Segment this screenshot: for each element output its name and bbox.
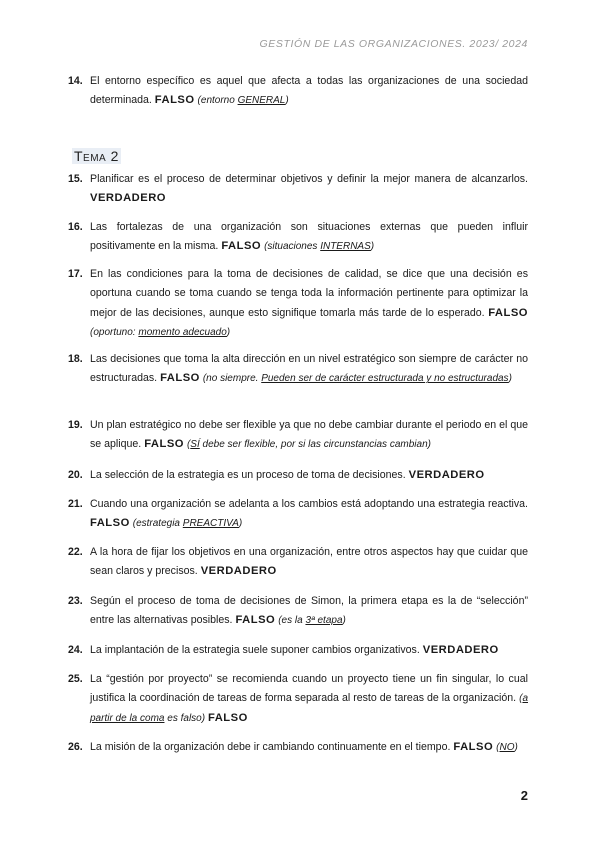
question-26 xyxy=(68,738,528,757)
question-15 xyxy=(68,170,528,209)
answer-label: FALSO xyxy=(221,240,262,253)
question-16 xyxy=(68,218,528,257)
question-20 xyxy=(68,466,528,485)
question-text: La implantación de la estrategia suele suponer cambios organizativos. xyxy=(90,644,420,656)
answer-note: (entorno GENERAL) xyxy=(197,95,289,107)
question-text: Cuando una organización se adelanta a los cambios está adoptando una estrategia reactiva. xyxy=(90,498,528,510)
question-number: 19. xyxy=(68,419,83,431)
answer-label: FALSO xyxy=(208,711,248,724)
answer-label: FALSO xyxy=(90,517,130,530)
answer-label: VERDADERO xyxy=(200,565,277,578)
question-18 xyxy=(68,350,528,389)
question-text: A la hora de fijar los objetivos en una organización, entre otros aspectos hay que cuidar que sean claros y precisos. xyxy=(90,546,528,578)
question-number: 18. xyxy=(68,353,83,365)
question-number: 23. xyxy=(68,595,83,607)
question-text: Las fortalezas de una organización son situaciones externas que pueden influir positivamente en la misma. xyxy=(90,221,528,253)
answer-label: FALSO xyxy=(144,438,184,451)
answer-label: FALSO xyxy=(154,94,195,107)
section-title: Tema 2 xyxy=(74,148,119,164)
question-number: 14. xyxy=(68,75,83,87)
answer-note: (NO) xyxy=(496,742,518,753)
question-text: La misión de la organización debe ir cambiando continuamente en el tiempo. xyxy=(90,741,451,753)
answer-note: (no siempre. Pueden ser de carácter estructurada y no estructuradas) xyxy=(202,373,512,385)
question-text: El entorno específico es aquel que afecta a todas las organizaciones de una sociedad determinada. xyxy=(90,75,528,107)
question-text: La selección de la estrategia es un proceso de toma de decisiones. xyxy=(90,469,406,481)
question-number: 16. xyxy=(68,221,83,233)
question-text: Según el proceso de toma de decisiones de Simon, la primera etapa es la de “selección” entre las alternativas posibles. xyxy=(90,595,528,627)
question-text: Planificar es el proceso de determinar objetivos y definir la mejor manera de alcanzarlos. xyxy=(90,173,528,185)
answer-note: (situaciones INTERNAS) xyxy=(264,241,375,253)
question-21 xyxy=(68,495,528,534)
answer-note: (es la 3ª etapa) xyxy=(278,615,346,627)
question-23 xyxy=(68,592,528,631)
question-number: 26. xyxy=(68,741,83,753)
answer-note: (a partir de la coma es falso) xyxy=(90,693,528,724)
question-22 xyxy=(68,543,528,582)
question-number: 20. xyxy=(68,469,83,481)
answer-note: (oportuno: momento adecuado) xyxy=(90,327,231,339)
answer-note: (estrategia PREACTIVA) xyxy=(132,518,243,530)
question-number: 24. xyxy=(68,644,83,656)
answer-label: VERDADERO xyxy=(408,469,485,481)
question-text: La “gestión por proyecto” se recomienda cuando un proyecto tiene un fin singular, lo cual justifica la coordinación de tareas de forma separada al resto de tareas de la organización. xyxy=(90,673,528,705)
question-17 xyxy=(68,265,528,343)
question-number: 25. xyxy=(68,673,83,685)
question-text: En las condiciones para la toma de decisiones de calidad, se dice que una decisión es oportuna cuando se toma cuando se tenga toda la información pertinente para optimizar la mejor de las decisiones, aunque esto signifique tomarla más tarde de lo esperado. xyxy=(90,268,528,319)
question-25 xyxy=(68,670,528,728)
running-header: GESTIÓN DE LAS ORGANIZACIONES. 2023/ 2024 xyxy=(259,38,528,50)
answer-label: VERDADERO xyxy=(422,644,499,656)
answer-label: FALSO xyxy=(160,372,200,385)
question-number: 22. xyxy=(68,546,83,558)
question-number: 21. xyxy=(68,498,83,510)
question-number: 15. xyxy=(68,173,83,185)
question-19 xyxy=(68,416,528,455)
answer-label: FALSO xyxy=(235,614,276,627)
question-number: 17. xyxy=(68,268,83,280)
answer-label: FALSO xyxy=(488,306,528,319)
answer-label: FALSO xyxy=(453,741,494,753)
question-14 xyxy=(68,72,528,111)
question-text: Las decisiones que toma la alta dirección en un nivel estratégico son siempre de carácter no estructuradas. xyxy=(90,353,528,385)
answer-label: VERDADERO xyxy=(90,192,166,205)
question-text: Un plan estratégico no debe ser flexible ya que no debe cambiar durante el periodo en el que se aplique. xyxy=(90,419,528,451)
page-number: 2 xyxy=(520,788,528,803)
answer-note: (SÍ debe ser flexible, por si las circunstancias cambian) xyxy=(186,439,431,451)
question-24 xyxy=(68,641,528,660)
